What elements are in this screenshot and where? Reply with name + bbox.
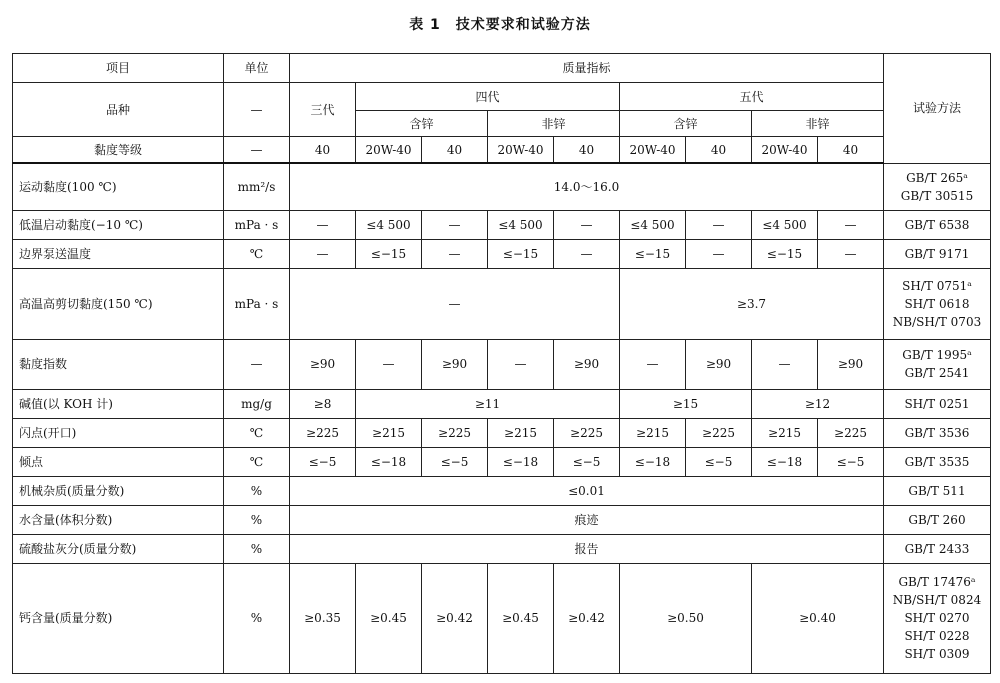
header-gen4-nonzinc: 非锌 xyxy=(488,111,620,137)
value-cell: ≥0.45 xyxy=(488,563,554,673)
value-cell: ≥11 xyxy=(356,389,620,418)
method-cell: GB/T 6538 xyxy=(884,210,991,239)
method-line: SH/T 0228 xyxy=(904,629,970,643)
value-cell: 报告 xyxy=(290,534,884,563)
value-cell: ≤−18 xyxy=(356,447,422,476)
value-cell: ≥3.7 xyxy=(620,268,884,339)
grade-cell: 40 xyxy=(422,137,488,164)
value-cell: ≥8 xyxy=(290,389,356,418)
value-cell: ≥225 xyxy=(818,418,884,447)
row-label-sulfated-ash: 硫酸盐灰分(质量分数) xyxy=(13,534,224,563)
method-line: GB/T 30515 xyxy=(900,188,974,203)
unit-cell: % xyxy=(224,563,290,673)
row-label-flash-point: 闪点(开口) xyxy=(13,418,224,447)
method-cell: GB/T 3536 xyxy=(884,418,991,447)
spec-table xyxy=(12,53,991,674)
value-cell: ≤−5 xyxy=(818,447,884,476)
row-label-kinematic-viscosity: 运动黏度(100 ℃) xyxy=(13,163,224,210)
value-cell: ≥90 xyxy=(554,339,620,389)
value-cell: ≥225 xyxy=(422,418,488,447)
value-cell: ≥90 xyxy=(686,339,752,389)
header-test-method: 试验方法 xyxy=(884,54,991,164)
value-cell: — xyxy=(620,339,686,389)
value-cell: ≥0.42 xyxy=(554,563,620,673)
value-cell: ≥215 xyxy=(752,418,818,447)
value-cell: — xyxy=(554,210,620,239)
value-cell: ≤−5 xyxy=(422,447,488,476)
value-cell: ≤−15 xyxy=(620,239,686,268)
method-line: GB/T 265ᵃ xyxy=(906,170,968,185)
value-cell: ≥12 xyxy=(752,389,884,418)
grade-cell: 20W-40 xyxy=(620,137,686,164)
value-cell: ≥0.35 xyxy=(290,563,356,673)
value-cell: ≤4 500 xyxy=(620,210,686,239)
header-gen4: 四代 xyxy=(356,83,620,111)
value-cell: ≥225 xyxy=(686,418,752,447)
value-cell: — xyxy=(752,339,818,389)
value-cell: ≤4 500 xyxy=(356,210,422,239)
method-cell: GB/T 511 xyxy=(884,476,991,505)
value-cell: ≥90 xyxy=(422,339,488,389)
unit-cell: — xyxy=(224,339,290,389)
value-cell: ≤−15 xyxy=(356,239,422,268)
grade-cell: 40 xyxy=(686,137,752,164)
method-line: SH/T 0309 xyxy=(904,647,970,661)
value-cell: ≤−5 xyxy=(686,447,752,476)
value-cell: ≥0.45 xyxy=(356,563,422,673)
header-item: 项目 xyxy=(13,54,224,83)
value-cell: ≤4 500 xyxy=(752,210,818,239)
row-label-pumping-temp: 边界泵送温度 xyxy=(13,239,224,268)
table-title: 表 1 技术要求和试验方法 xyxy=(409,17,591,33)
grade-cell: 20W-40 xyxy=(356,137,422,164)
method-cell xyxy=(884,268,991,339)
row-label-tbn: 碱值(以 KOH 计) xyxy=(13,389,224,418)
value-cell: ≤−18 xyxy=(488,447,554,476)
value-cell: — xyxy=(488,339,554,389)
unit-cell: ℃ xyxy=(224,447,290,476)
value-cell: ≥215 xyxy=(620,418,686,447)
row-label-cold-cranking: 低温启动黏度(−10 ℃) xyxy=(13,210,224,239)
value-cell: ≤−18 xyxy=(752,447,818,476)
value-cell: ≤−5 xyxy=(290,447,356,476)
value-cell: 痕迹 xyxy=(290,505,884,534)
method-cell: GB/T 9171 xyxy=(884,239,991,268)
grade-unit: — xyxy=(224,137,290,164)
value-cell: ≤4 500 xyxy=(488,210,554,239)
unit-cell: % xyxy=(224,534,290,563)
value-cell: ≤−15 xyxy=(488,239,554,268)
row-label-water: 水含量(体积分数) xyxy=(13,505,224,534)
value-cell: ≥90 xyxy=(818,339,884,389)
method-cell: GB/T 260 xyxy=(884,505,991,534)
grade-label: 黏度等级 xyxy=(13,137,224,164)
method-cell: SH/T 0251 xyxy=(884,389,991,418)
row-label-hths: 高温高剪切黏度(150 ℃) xyxy=(13,268,224,339)
header-unit: 单位 xyxy=(224,54,290,83)
value-cell: ≥225 xyxy=(554,418,620,447)
method-line: GB/T 2541 xyxy=(904,366,970,380)
method-cell: GB/T 3535 xyxy=(884,447,991,476)
unit-cell: mPa · s xyxy=(224,210,290,239)
value-cell: ≥0.50 xyxy=(620,563,752,673)
value-cell: ≥0.42 xyxy=(422,563,488,673)
value-cell: ≤−5 xyxy=(554,447,620,476)
value-cell: ≥15 xyxy=(620,389,752,418)
grade-cell: 40 xyxy=(554,137,620,164)
method-cell xyxy=(884,339,991,389)
grade-cell: 40 xyxy=(818,137,884,164)
header-gen5-nonzinc: 非锌 xyxy=(752,111,884,137)
unit-cell: mPa · s xyxy=(224,268,290,339)
method-line: NB/SH/T 0703 xyxy=(892,314,982,329)
value-cell: ≥215 xyxy=(356,418,422,447)
value-cell: ≥225 xyxy=(290,418,356,447)
value-cell: ≥215 xyxy=(488,418,554,447)
method-line: SH/T 0618 xyxy=(904,296,970,311)
header-variety: 品种 xyxy=(13,83,224,137)
value-cell: — xyxy=(356,339,422,389)
row-label-pour-point: 倾点 xyxy=(13,447,224,476)
method-cell xyxy=(884,163,991,210)
unit-cell: ℃ xyxy=(224,418,290,447)
value-cell: — xyxy=(686,239,752,268)
header-gen3: 三代 xyxy=(290,83,356,137)
value-cell: — xyxy=(422,239,488,268)
value-cell: — xyxy=(422,210,488,239)
value-cell: — xyxy=(290,210,356,239)
unit-cell: mg/g xyxy=(224,389,290,418)
unit-cell: mm²/s xyxy=(224,163,290,210)
header-gen5: 五代 xyxy=(620,83,884,111)
value-cell: ≤0.01 xyxy=(290,476,884,505)
row-label-impurity: 机械杂质(质量分数) xyxy=(13,476,224,505)
row-label-viscosity-index: 黏度指数 xyxy=(13,339,224,389)
value-cell: — xyxy=(290,239,356,268)
row-label-calcium: 钙含量(质量分数) xyxy=(13,563,224,673)
value-cell: ≤−18 xyxy=(620,447,686,476)
header-variety-unit: — xyxy=(224,83,290,137)
grade-cell: 20W-40 xyxy=(752,137,818,164)
value-cell: ≤−15 xyxy=(752,239,818,268)
header-gen4-zinc: 含锌 xyxy=(356,111,488,137)
method-line: NB/SH/T 0824 xyxy=(892,593,982,607)
value-cell: ≥90 xyxy=(290,339,356,389)
header-quality-index: 质量指标 xyxy=(290,54,884,83)
value-cell: — xyxy=(554,239,620,268)
value-cell: — xyxy=(818,239,884,268)
unit-cell: ℃ xyxy=(224,239,290,268)
method-line: SH/T 0751ᵃ xyxy=(902,278,972,293)
value-cell: — xyxy=(290,268,620,339)
value-cell: — xyxy=(818,210,884,239)
method-cell: GB/T 2433 xyxy=(884,534,991,563)
method-line: GB/T 1995ᵃ xyxy=(902,348,972,362)
value-cell: — xyxy=(686,210,752,239)
unit-cell: % xyxy=(224,505,290,534)
grade-cell: 20W-40 xyxy=(488,137,554,164)
method-line: GB/T 17476ᵃ xyxy=(898,575,976,589)
method-line: SH/T 0270 xyxy=(904,611,970,625)
unit-cell: % xyxy=(224,476,290,505)
header-gen5-zinc: 含锌 xyxy=(620,111,752,137)
grade-cell: 40 xyxy=(290,137,356,164)
value-cell: ≥0.40 xyxy=(752,563,884,673)
method-cell xyxy=(884,563,991,673)
value-cell: 14.0～16.0 xyxy=(290,163,884,210)
